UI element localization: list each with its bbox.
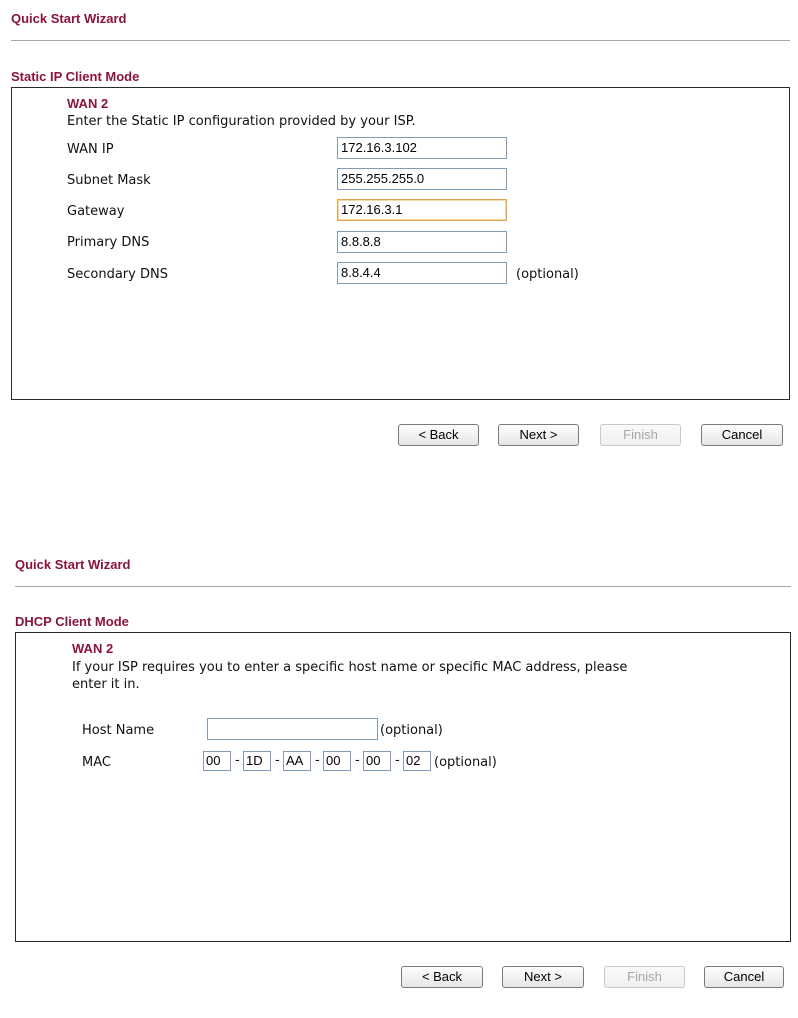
back-button[interactable]: < Back: [398, 424, 479, 446]
title-divider: [11, 40, 790, 41]
section-title-static: Static IP Client Mode: [11, 69, 140, 84]
mac-separator: -: [315, 753, 320, 768]
mac-separator: -: [235, 753, 240, 768]
gateway-label: Gateway: [67, 204, 125, 219]
mac-label: MAC: [82, 755, 111, 770]
subnet-mask-input[interactable]: 255.255.255.0: [337, 168, 507, 190]
dhcp-instruction-line2: enter it in.: [72, 677, 140, 692]
wan-label: WAN 2: [72, 641, 114, 656]
mac-octet-3[interactable]: AA: [283, 751, 311, 771]
finish-button[interactable]: Finish: [600, 424, 681, 446]
wizard-title: Quick Start Wizard: [11, 11, 127, 26]
next-button[interactable]: Next >: [502, 966, 584, 988]
primary-dns-input[interactable]: 8.8.8.8: [337, 231, 507, 253]
primary-dns-label: Primary DNS: [67, 235, 150, 250]
host-name-input[interactable]: [207, 718, 378, 740]
secondary-dns-input[interactable]: 8.8.4.4: [337, 262, 507, 284]
mac-octet-4[interactable]: 00: [323, 751, 351, 771]
static-instruction: Enter the Static IP configuration provided by your ISP.: [67, 114, 416, 129]
title-divider: [15, 586, 791, 587]
wizard-title: Quick Start Wizard: [15, 557, 131, 572]
cancel-button[interactable]: Cancel: [701, 424, 783, 446]
mac-separator: -: [275, 753, 280, 768]
subnet-mask-label: Subnet Mask: [67, 173, 151, 188]
finish-button[interactable]: Finish: [604, 966, 685, 988]
secondary-dns-label: Secondary DNS: [67, 267, 168, 282]
wan-label: WAN 2: [67, 96, 109, 111]
host-name-label: Host Name: [82, 723, 155, 738]
next-button[interactable]: Next >: [498, 424, 579, 446]
mac-octet-2[interactable]: 1D: [243, 751, 271, 771]
dhcp-instruction-line1: If your ISP requires you to enter a specific host name or specific MAC address, please: [72, 660, 628, 675]
optional-note: (optional): [516, 267, 579, 282]
mac-octet-1[interactable]: 00: [203, 751, 231, 771]
mac-separator: -: [395, 753, 400, 768]
cancel-button[interactable]: Cancel: [704, 966, 784, 988]
back-button[interactable]: < Back: [401, 966, 483, 988]
gateway-input[interactable]: 172.16.3.1: [337, 199, 507, 221]
wan-ip-label: WAN IP: [67, 142, 114, 157]
mac-octet-6[interactable]: 02: [403, 751, 431, 771]
mac-separator: -: [355, 753, 360, 768]
mac-optional-note: (optional): [434, 755, 497, 770]
section-title-dhcp: DHCP Client Mode: [15, 614, 129, 629]
wan-ip-input[interactable]: 172.16.3.102: [337, 137, 507, 159]
host-optional-note: (optional): [380, 723, 443, 738]
mac-octet-5[interactable]: 00: [363, 751, 391, 771]
